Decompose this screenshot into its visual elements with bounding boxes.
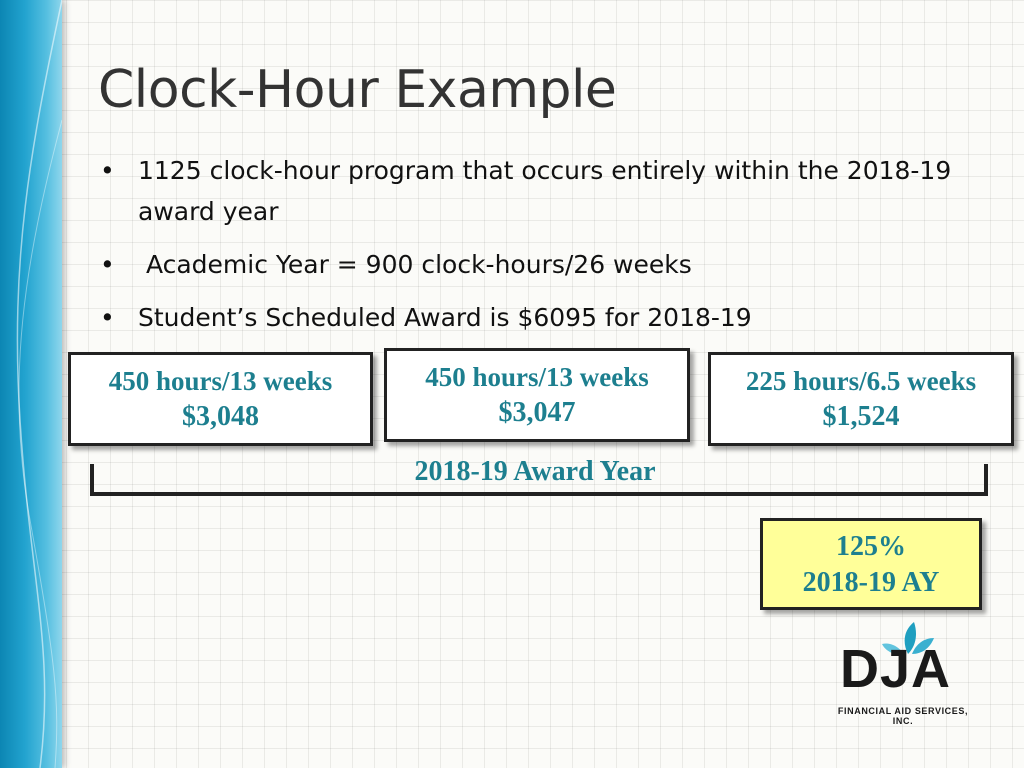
award-year-label: 2018-19 Award Year <box>414 456 656 487</box>
highlight-line2: 2018-19 AY <box>802 567 940 598</box>
bullet-item: • 1125 clock-hour program that occurs entirely within the 2018-19 award year <box>100 150 1000 232</box>
sidebar-curve-lines <box>0 0 62 768</box>
slide-title: Clock-Hour Example <box>98 60 617 120</box>
highlight-box <box>760 518 982 610</box>
sidebar-decoration <box>0 0 62 768</box>
period-amount: $1,524 <box>822 401 900 432</box>
logo-text: DJA <box>840 639 952 699</box>
highlight-line1: 125% <box>836 531 906 562</box>
logo-subtitle: FINANCIAL AID SERVICES, INC. <box>837 706 969 726</box>
company-logo <box>828 612 978 726</box>
bullet-list <box>100 150 1000 350</box>
period-box-3 <box>708 352 1014 446</box>
period-amount: $3,048 <box>182 401 259 432</box>
period-box-1 <box>68 352 373 446</box>
period-amount: $3,047 <box>498 397 576 428</box>
bullet-item: • Student’s Scheduled Award is $6095 for 2018-19 <box>100 297 1000 338</box>
period-box-2 <box>384 348 690 442</box>
period-hours: 225 hours/6.5 weeks <box>745 366 977 396</box>
period-hours: 450 hours/13 weeks <box>108 366 333 396</box>
bullet-item: • Academic Year = 900 clock-hours/26 weeks <box>100 244 1000 285</box>
period-hours: 450 hours/13 weeks <box>425 362 649 392</box>
